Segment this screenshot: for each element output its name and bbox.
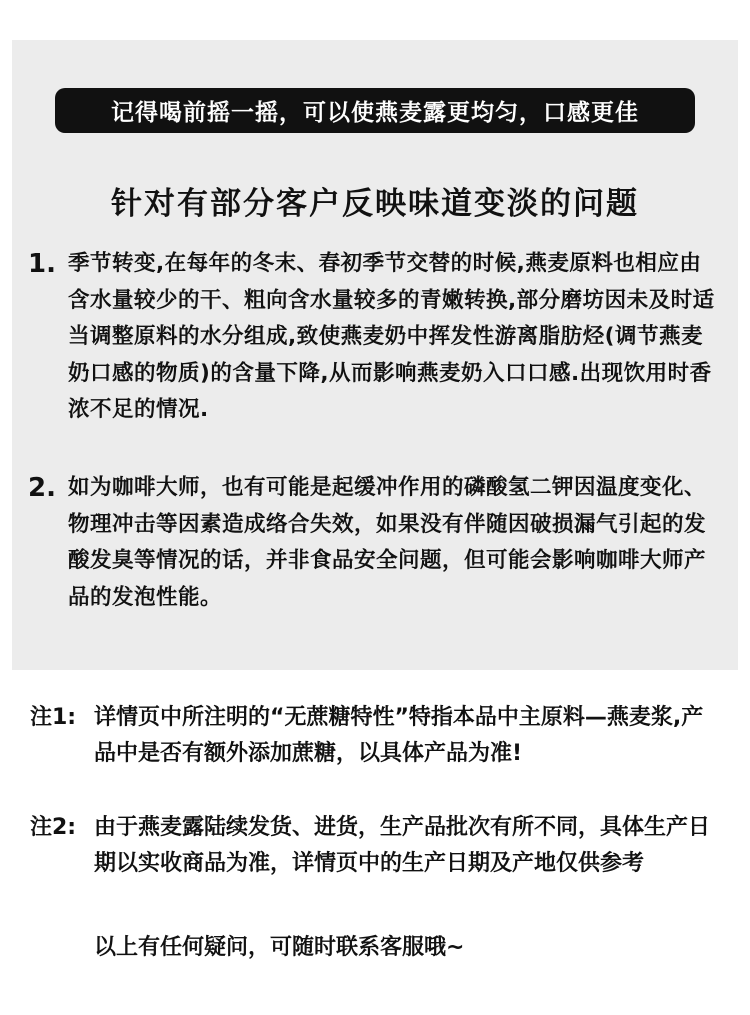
note-1 [30, 700, 720, 772]
contact-note: 以上有任何疑问，可随时联系客服哦~ [94, 935, 465, 960]
list-item [28, 246, 718, 429]
item-number: 1. [28, 249, 56, 279]
note-2 [30, 810, 720, 882]
item-text: 季节转变,在每年的冬末、春初季节交替的时候,燕麦原料也相应由含水量较少的干、粗向含水量较多的青嫩转换,部分磨坊因未及时适当调整原料的水分组成,致使燕麦奶中挥发性游离脂肪烃(调节燕麦奶口感的物质)的含量下降,从而影响燕麦奶入口口感.出现饮用时香浓不足的情况. [68, 251, 715, 422]
note-text: 由于燕麦露陆续发货、进货，生产品批次有所不同，具体生产日期以实收商品为准，详情页中的生产日期及产地仅供参考 [94, 815, 711, 876]
list-item [28, 470, 718, 616]
note-label: 注2: [30, 815, 77, 840]
page-heading: 针对有部分客户反映味道变淡的问题 [111, 186, 639, 222]
item-number: 2. [28, 473, 56, 503]
shake-reminder-banner [55, 88, 695, 133]
banner-text: 记得喝前摇一摇，可以使燕麦露更均匀，口感更佳 [111, 100, 639, 126]
note-text: 详情页中所注明的“无蔗糖特性”特指本品中主原料—燕麦浆,产品中是否有额外添加蔗糖，以具体产品为准! [94, 705, 704, 766]
item-text: 如为咖啡大师，也有可能是起缓冲作用的磷酸氢二钾因温度变化、物理冲击等因素造成络合失效，如果没有伴随因破损漏气引起的发酸发臭等情况的话，并非食品安全问题，但可能会影响咖啡大师产品的发泡性能。 [68, 475, 707, 610]
note-label: 注1: [30, 705, 77, 730]
